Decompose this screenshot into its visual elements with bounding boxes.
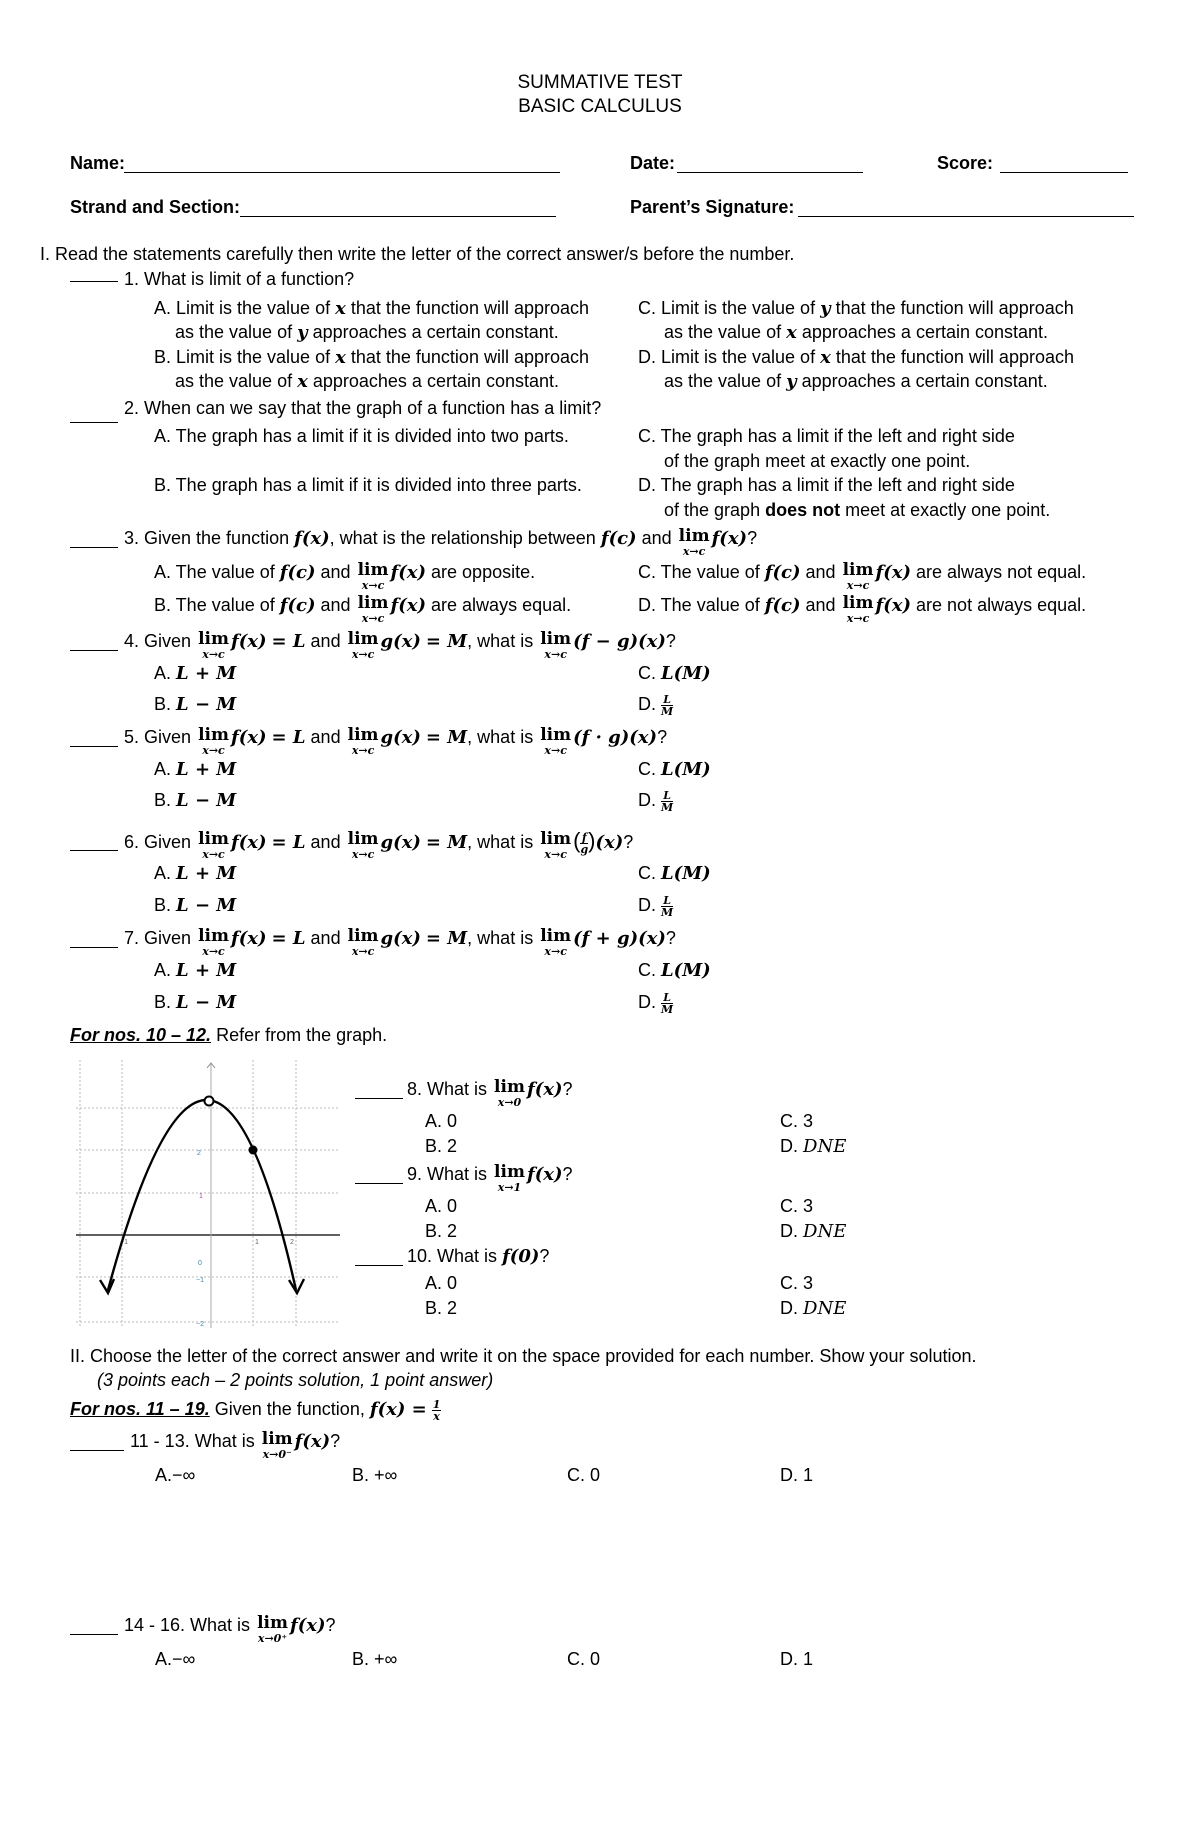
q2-option-c-line2: of the graph meet at exactly one point.: [664, 451, 971, 471]
q1-option-d-line1: D. Limit is the value of x that the function will approach: [638, 347, 1074, 368]
q11-13-option-c: C. 0: [567, 1465, 601, 1485]
open-circle-vertex: [205, 1097, 214, 1106]
q6-stem: 6. Given lim x→c f(x) = L and lim x→c g(x) = M, what is lim x→c ( $\frac{f}{g}$ )(x)?: [124, 828, 634, 861]
q1-option-c-line1: C. Limit is the value of y that the function will approach: [638, 298, 1074, 319]
q7-option-c: C. L(M): [638, 960, 711, 981]
q2-option-a: A. The graph has a limit if it is divided into two parts.: [154, 426, 569, 446]
score-line[interactable]: [1000, 172, 1128, 173]
q9-option-d: D. DNE: [780, 1221, 847, 1242]
q1-option-b-line1: B. Limit is the value of x that the function will approach: [154, 347, 590, 368]
parent-signature-line[interactable]: [798, 216, 1134, 217]
q3-option-b: B. The value of f(c) and lim x→c f(x) are always equal.: [154, 593, 572, 625]
q14-16-stem: 14 - 16. What is lim x→0⁺ f(x)?: [124, 1613, 336, 1645]
answer-blank[interactable]: [70, 746, 118, 747]
x-tick-label: −1: [120, 1239, 128, 1246]
name-label: Name:: [70, 153, 126, 173]
q11-13-option-b: B. +∞: [352, 1465, 398, 1485]
q3-stem: 3. Given the function f(x), what is the relationship between f(c) and lim x→c f(x)?: [124, 526, 758, 558]
part2-points-note: (3 points each – 2 points solution, 1 point answer): [97, 1370, 494, 1390]
name-line[interactable]: [124, 172, 560, 173]
answer-blank[interactable]: [70, 850, 118, 851]
q7-stem: 7. Given lim x→c f(x) = L and lim x→c g(x) = M, what is lim x→c (f + g)(x)?: [124, 926, 676, 958]
q3-option-a: A. The value of f(c) and lim x→c f(x) are opposite.: [154, 560, 536, 592]
q7-option-d: D. $\frac{L}{M}$: [638, 990, 674, 1016]
date-label: Date:: [630, 153, 676, 173]
strand-label: Strand and Section:: [70, 197, 241, 217]
origin-label: 0: [198, 1260, 202, 1267]
q7-option-a: A. L + M: [154, 960, 237, 981]
subject-title: BASIC CALCULUS: [518, 96, 682, 117]
q11-13-option-a: A.−∞: [155, 1465, 196, 1485]
answer-blank[interactable]: [70, 947, 118, 948]
answer-blank[interactable]: [355, 1098, 403, 1099]
answer-blank[interactable]: [70, 422, 118, 423]
q9-option-c: C. 3: [780, 1196, 814, 1216]
q8-stem: 8. What is lim x→0 f(x)?: [407, 1077, 573, 1109]
q8-option-b: B. 2: [425, 1136, 458, 1156]
q14-16-option-b: B. +∞: [352, 1649, 398, 1669]
x-tick-label: 1: [255, 1239, 259, 1246]
q1-stem: 1. What is limit of a function?: [124, 269, 355, 289]
strand-line[interactable]: [240, 216, 556, 217]
test-title: SUMMATIVE TEST: [517, 72, 683, 93]
y-tick-label: 1: [199, 1193, 203, 1200]
q1-option-a-line2: as the value of y approaches a certain constant.: [175, 322, 559, 343]
q6-option-d: D. $\frac{L}{M}$: [638, 893, 674, 919]
q6-option-b: B. L − M: [154, 895, 237, 916]
q6-option-c: C. L(M): [638, 863, 711, 884]
y-tick-label: 2: [197, 1150, 201, 1157]
score-label: Score:: [937, 153, 994, 173]
q2-option-b: B. The graph has a limit if it is divided into three parts.: [154, 475, 582, 495]
q4-option-a: A. L + M: [154, 663, 237, 684]
q9-option-a: A. 0: [425, 1196, 458, 1216]
parabola-graph: [76, 1060, 340, 1330]
q9-stem: 9. What is lim x→1 f(x)?: [407, 1162, 573, 1194]
q10-option-b: B. 2: [425, 1298, 458, 1318]
q8-option-a: A. 0: [425, 1111, 458, 1131]
parent-signature-label: Parent’s Signature:: [630, 197, 795, 217]
y-tick-label: −1: [196, 1277, 204, 1284]
q5-option-a: A. L + M: [154, 759, 237, 780]
date-line[interactable]: [677, 172, 863, 173]
x-tick-label: 2: [290, 1239, 294, 1246]
part1-instruction: I. Read the statements carefully then write the letter of the correct answer/s before the number.: [40, 244, 795, 264]
q1-option-c-line2: as the value of x approaches a certain constant.: [664, 322, 1049, 343]
part2-function-note: For nos. 11 – 19. Given the function, f(x) = $\frac{1}{x}$: [70, 1397, 441, 1423]
q14-16-option-c: C. 0: [567, 1649, 601, 1669]
q2-option-d-line1: D. The graph has a limit if the left and right side: [638, 475, 1015, 495]
q1-option-b-line2: as the value of x approaches a certain constant.: [175, 371, 560, 392]
answer-blank[interactable]: [355, 1265, 403, 1266]
answer-blank[interactable]: [355, 1183, 403, 1184]
q1-option-d-line2: as the value of y approaches a certain constant.: [664, 371, 1048, 392]
part2-instruction: II. Choose the letter of the correct answer and write it on the space provided for each number. Show your solution.: [70, 1346, 977, 1366]
graph-reference-note: For nos. 10 – 12. Refer from the graph.: [70, 1025, 388, 1045]
q6-option-a: A. L + M: [154, 863, 237, 884]
q7-option-b: B. L − M: [154, 992, 237, 1013]
answer-blank[interactable]: [70, 547, 118, 548]
q4-option-c: C. L(M): [638, 663, 711, 684]
q10-option-c: C. 3: [780, 1273, 814, 1293]
q1-option-a-line1: A. Limit is the value of x that the function will approach: [154, 298, 590, 319]
q5-option-d: D. $\frac{L}{M}$: [638, 788, 674, 814]
q2-option-d-line2: of the graph does not meet at exactly one point.: [664, 500, 1051, 520]
q10-option-a: A. 0: [425, 1273, 458, 1293]
q2-option-c-line1: C. The graph has a limit if the left and right side: [638, 426, 1015, 446]
q3-option-d: D. The value of f(c) and lim x→c f(x) are not always equal.: [638, 593, 1087, 625]
answer-blank[interactable]: [70, 1634, 118, 1635]
q11-13-option-d: D. 1: [780, 1465, 814, 1485]
left-arrow-icon: [100, 1279, 114, 1293]
y-tick-label: −2: [196, 1321, 204, 1328]
closed-point: [249, 1146, 258, 1155]
q5-option-b: B. L − M: [154, 790, 237, 811]
q10-option-d: D. DNE: [780, 1298, 847, 1319]
q4-stem: 4. Given lim x→c f(x) = L and lim x→c g(x) = M, what is lim x→c (f − g)(x)?: [124, 629, 676, 661]
q8-option-c: C. 3: [780, 1111, 814, 1131]
q4-option-d: D. $\frac{L}{M}$: [638, 692, 674, 718]
q2-stem: 2. When can we say that the graph of a function has a limit?: [124, 398, 602, 418]
answer-blank[interactable]: [70, 650, 118, 651]
q3-option-c: C. The value of f(c) and lim x→c f(x) are always not equal.: [638, 560, 1087, 592]
q5-stem: 5. Given lim x→c f(x) = L and lim x→c g(x) = M, what is lim x→c (f · g)(x)?: [124, 725, 668, 757]
q9-option-b: B. 2: [425, 1221, 458, 1241]
q11-13-stem: 11 - 13. What is lim x→0⁻ f(x)?: [130, 1429, 341, 1461]
q14-16-option-d: D. 1: [780, 1649, 814, 1669]
answer-blank[interactable]: [70, 281, 118, 282]
q4-option-b: B. L − M: [154, 694, 237, 715]
answer-blank[interactable]: [70, 1450, 124, 1451]
q5-option-c: C. L(M): [638, 759, 711, 780]
q14-16-option-a: A.−∞: [155, 1649, 196, 1669]
q10-stem: 10. What is f(0)?: [407, 1246, 550, 1267]
q8-option-d: D. DNE: [780, 1136, 847, 1157]
